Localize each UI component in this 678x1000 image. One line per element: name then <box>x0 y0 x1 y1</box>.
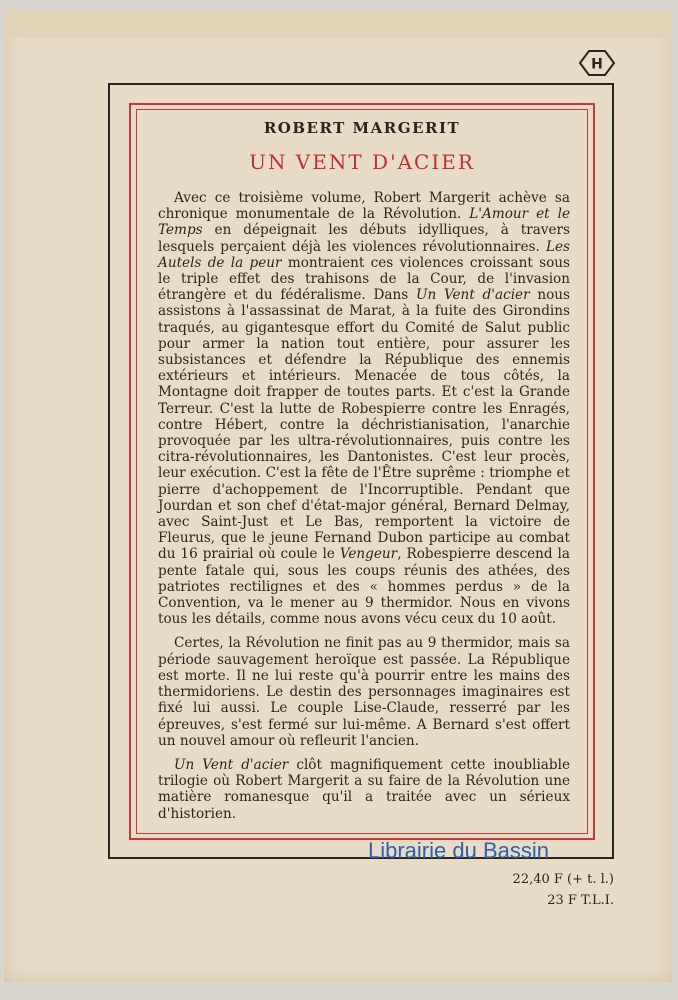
blurb-paragraph-2: Certes, la Révolution ne finit pas au 9 thermidor, mais sa période sauvagement heroïque est passée. La République est morte. Il ne lui reste qu'à pourrir entre les mains des thermidoriens. Le destin des personnages imaginaires est fixé lui aussi. Le couple Lise-Claude, resserré par les épreuves, s'est fermé sur lui-même. A Bernard s'est offert un nouvel amour où refleurit l'ancien. <box>158 635 570 749</box>
price-line-2: 23 F T.L.I. <box>547 893 614 908</box>
publisher-h-logo-icon <box>578 48 616 78</box>
cover-top-edge <box>4 10 672 38</box>
svg-text:H: H <box>591 56 603 73</box>
blurb-text <box>158 190 570 822</box>
price-line-1: 22,40 F (+ t. l.) <box>512 872 614 887</box>
author-name: ROBERT MARGERIT <box>263 119 461 137</box>
blurb-paragraph-1: Avec ce troisième volume, Robert Margerit achève sa chronique monumentale de la Révolution. L'Amour et le Temps en dépeignait les débuts idylliques, à travers lesquels perçaient déjà les violences révolutionnaires. Les Autels de la peur montraient ces violences croissant sous le triple effet des trahisons de la Cour, de l'invasion étrangère et du fédéralisme. Dans Un Vent d'acier nous assistons à l'assassinat de Marat, à la fuite des Girondins traqués, au gigantesque effort du Comité de Salut public pour armer la nation tout entière, pour assurer les subsistances et défendre la République des ennemis extérieurs et intérieurs. Menacée de tous côtés, la Montagne doit frapper de toutes parts. Et c'est la Grande Terreur. C'est la lutte de Robespierre contre les Enragés, contre Hébert, contre la déchristianisation, l'anarchie provoquée par les ultra-révolutionnaires, puis contre les citra-révolutionnaires, les Dantonistes. C'est leur procès, leur exécution. C'est la fête de l'Être suprême : triomphe et pierre d'achoppement de l'Incorruptible. Pendant que Jourdan et son chef d'état-major général, Bernard Delmay, avec Saint-Just et Le Bas, remportent la victoire de Fleurus, que le jeune Fernand Dubon participe au combat du 16 prairial où coule le Vengeur, Robespierre descend la pente fatale qui, sous les coups réunis des athées, des patriotes rectilignes et des « hommes perdus » de la Convention, va le mener au 9 thermidor. Nous en vivons tous les détails, comme nous avons vécu ceux du 10 août. <box>158 190 571 628</box>
book-title: UN VENT D'ACIER <box>249 150 475 174</box>
bookseller-watermark: Librairie du Bassin <box>368 838 549 863</box>
blurb-paragraph-3: Un Vent d'acier clôt magnifiquement cette inoubliable trilogie où Robert Margerit a su faire de la Révolution une matière romanesque qu'il a traitée avec un sérieux d'historien. <box>158 756 570 822</box>
